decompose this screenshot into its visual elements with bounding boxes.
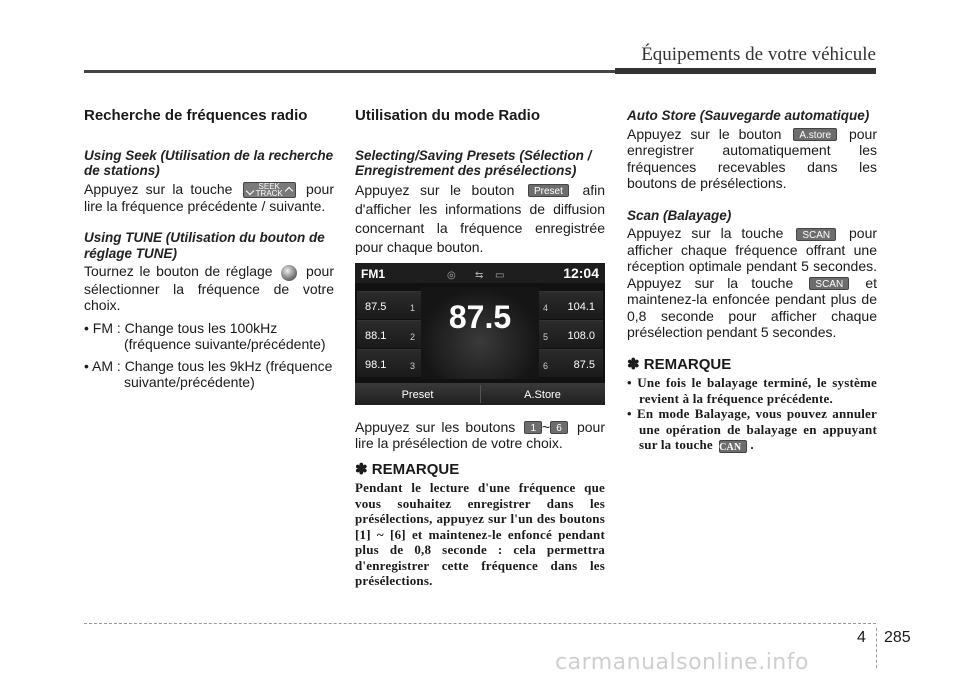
section-number: 4 [857, 629, 866, 646]
display-bottom-bar [355, 383, 605, 405]
section-title-radio-mode: Utilisation du mode Radio [355, 107, 541, 124]
subtitle-tune: Using TUNE (Utilisation du bouton de réglage TUNE) [84, 230, 325, 261]
display-battery-icon: ▭ [495, 269, 505, 281]
remark-title: ✽ REMARQUE [355, 460, 460, 478]
subtitle-seek: Using Seek (Utilisation de la recherche de stations) [84, 147, 334, 178]
tune-paragraph: Tournez le bouton de réglage pour sélectionner la fréquence de votre choix. [84, 263, 335, 314]
remark-body-2 [627, 375, 877, 453]
display-usb-icon: ⇆ [475, 269, 484, 281]
subtitle-presets: Selecting/Saving Presets (Sélection / Enregistrement des présélections) [355, 147, 592, 178]
seek-track-button-icon: SEEK TRACK [243, 182, 296, 198]
preset-6-button-icon: 6 [550, 421, 568, 434]
tune-knob-icon [281, 265, 297, 281]
column-1 [84, 108, 334, 396]
header-title: Équipements de votre véhicule [641, 44, 876, 65]
presets-paragraph: Appuyez sur le bouton Preset afin d'afficher les informations de diffusion concernant la fréquence enregistrée pour chaque bouton. [355, 181, 606, 255]
remark-body: Pendant le lecture d'une fréquence que vous souhaitez enregistrer dans les présélections, appuyez sur l'un des boutons [1] ~ [6] et maintenez-le enfoncé pendant plus de 0,8 seconde : cela permettra d'enregistrer cette fréquence dans les présélections. [355, 480, 605, 588]
scan-paragraph: Appuyez sur la touche SCAN pour afficher chaque fréquence offrant une réception optimale pendant 5 secondes. Appuyez sur la touche SCAN et maintenez-la enfoncée pendant plus de 0,8 seconde pour afficher chaque présélection pendant 5 secondes. [627, 225, 878, 340]
remark-title-2: ✽ REMARQUE [627, 355, 732, 373]
astore-button-icon: A.store [793, 128, 837, 141]
autostore-paragraph: Appuyez sur le bouton A.store pour enregistrer automatiquement les fréquences recevables dans les boutons de présélections. [627, 125, 878, 191]
column-2 [355, 108, 605, 589]
bullet-am: • AM : Change tous les 9kHz (fréquence suivante/précédente) [84, 357, 333, 391]
bullet-fm: • FM : Change tous les 100kHz (fréquence suivante/précédente) [84, 319, 326, 353]
seek-paragraph: Appuyez sur la touche SEEK TRACK pour lire la fréquence précédente / suivante. [84, 180, 335, 214]
preset-slot-1: 87.5 1 [357, 291, 421, 319]
preset-1-button-icon: 1 [524, 421, 542, 434]
header-rule-accent [615, 68, 876, 74]
section-title-radio-search: Recherche de fréquences radio [84, 107, 308, 124]
footer-divider [876, 628, 877, 668]
preset-buttons-paragraph: Appuyez sur les boutons 1 ~ 6 pour lire la présélection de votre choix. [355, 418, 605, 451]
subtitle-autostore: Auto Store (Sauvegarde automatique) [627, 108, 870, 123]
preset-slot-4: 4 104.1 [539, 291, 603, 319]
column-3 [627, 108, 877, 453]
scan-button-icon: SCAN [796, 228, 836, 241]
scan-button-icon-2: SCAN [809, 277, 849, 290]
display-status-icon: ◎ [447, 269, 456, 281]
display-astore-button: A.Store [524, 388, 561, 401]
radio-display-image [355, 263, 605, 405]
scan-button-icon-3: SCAN [719, 440, 747, 453]
footer-rule [84, 623, 876, 624]
preset-slot-6: 6 87.5 [539, 349, 603, 377]
preset-slot-3: 98.1 3 [357, 349, 421, 377]
display-time: 12:04 [563, 264, 599, 281]
preset-button-icon: Preset [528, 184, 569, 197]
display-frequency: 87.5 [448, 298, 512, 335]
page-number: 285 [884, 629, 911, 646]
preset-slot-2: 88.1 2 [357, 320, 421, 348]
display-preset-button: Preset [401, 388, 434, 401]
preset-slot-5: 5 108.0 [539, 320, 603, 348]
remark-bullet-1: • Une fois le balayage terminé, le système revient à la fréquence précédente. [627, 375, 877, 406]
display-band: FM1 [361, 266, 385, 281]
subtitle-scan: Scan (Balayage) [627, 207, 732, 223]
watermark: carmanualsonline.info [555, 650, 809, 675]
remark-bullet-2: • En mode Balayage, vous pouvez annuler une opération de balayage en appuyant sur la touche SCAN . [627, 406, 877, 453]
